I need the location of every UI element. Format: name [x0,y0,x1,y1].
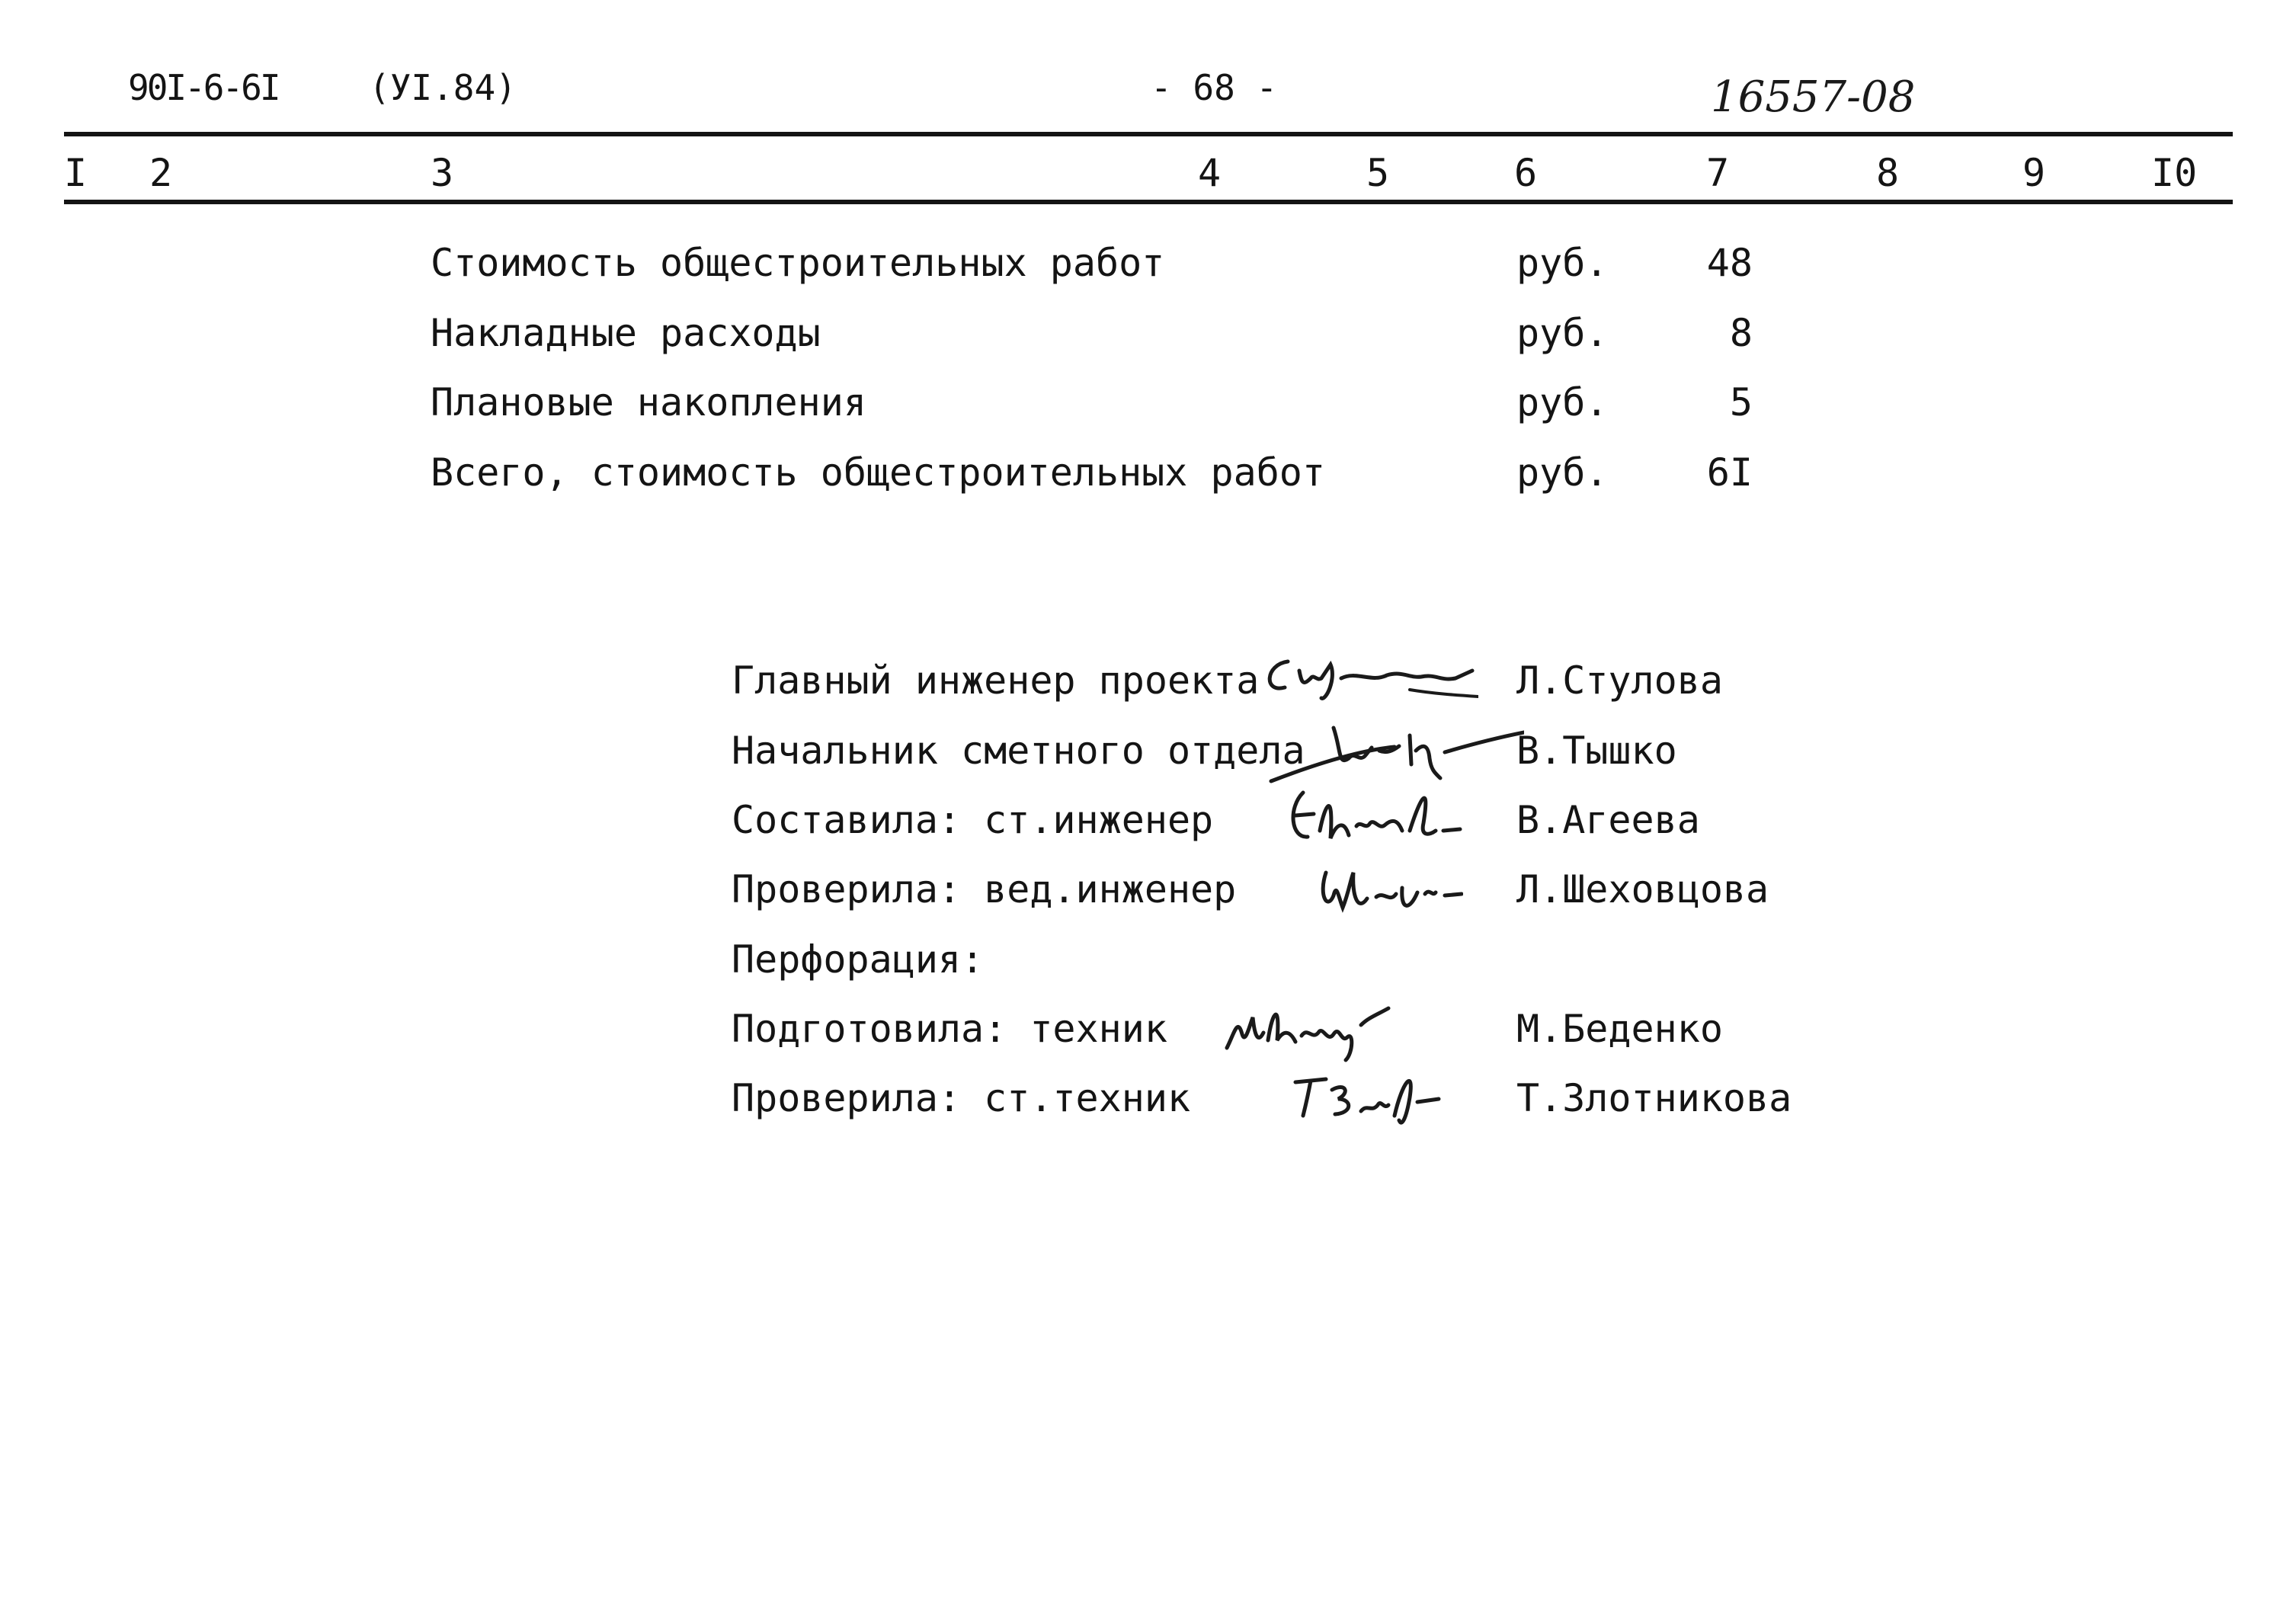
handwritten-signature [1219,987,1417,1063]
handwritten-signature [1311,850,1463,918]
signer-role: Начальник сметного отдела [732,729,1305,773]
section-label: Перфорация: [732,937,985,982]
signer-role: Проверила: вед.инженер [732,867,1237,911]
column-number-1: I [64,151,88,195]
column-number-2: 2 [149,151,173,195]
column-number-3: 3 [431,151,454,195]
row-name: Стоимость общестроительных работ [431,241,1165,285]
signer-name: М.Беденко [1516,1007,1723,1051]
doc-code: 90I-6-6I [128,67,279,108]
row-unit: руб. [1516,241,1609,285]
header-top-rule [64,132,2233,136]
column-number-10: I0 [2151,151,2198,195]
signer-role: Главный инженер проекта [732,658,1260,703]
signer-role: Составила: ст.инженер [732,798,1214,842]
column-number-6: 6 [1514,151,1538,195]
edition-code: (УI.84) [369,67,517,108]
column-number-9: 9 [2022,151,2046,195]
handwritten-signature [1265,705,1524,789]
column-number-5: 5 [1366,151,1390,195]
column-number-7: 7 [1706,151,1730,195]
signer-name: Л.Шеховцова [1516,867,1769,911]
row-unit: руб. [1516,311,1609,355]
handwritten-signature [1280,777,1463,854]
row-unit: руб. [1516,450,1609,495]
column-number-4: 4 [1198,151,1222,195]
archive-number: 16557-08 [1711,72,1916,122]
row-name: Накладные расходы [431,311,821,355]
row-unit: руб. [1516,380,1609,424]
page-number: - 68 - [1151,67,1278,108]
signer-name: Т.Злотникова [1516,1076,1792,1120]
row-value: 6I [1706,450,1753,495]
row-value: 5 [1729,380,1753,424]
row-name: Всего, стоимость общестроительных работ [431,450,1325,495]
signer-name: В.Тышко [1516,729,1677,773]
signer-role: Подготовила: техник [732,1007,1167,1051]
signer-role: Проверила: ст.техник [732,1076,1191,1120]
signer-name: Л.Стулова [1516,658,1723,703]
row-value: 48 [1706,241,1753,285]
signer-name: В.Агеева [1516,798,1700,842]
row-value: 8 [1729,311,1753,355]
handwritten-signature [1288,1059,1455,1128]
column-number-8: 8 [1876,151,1900,195]
header-bottom-rule [64,200,2233,204]
row-name: Плановые накопления [431,380,866,424]
